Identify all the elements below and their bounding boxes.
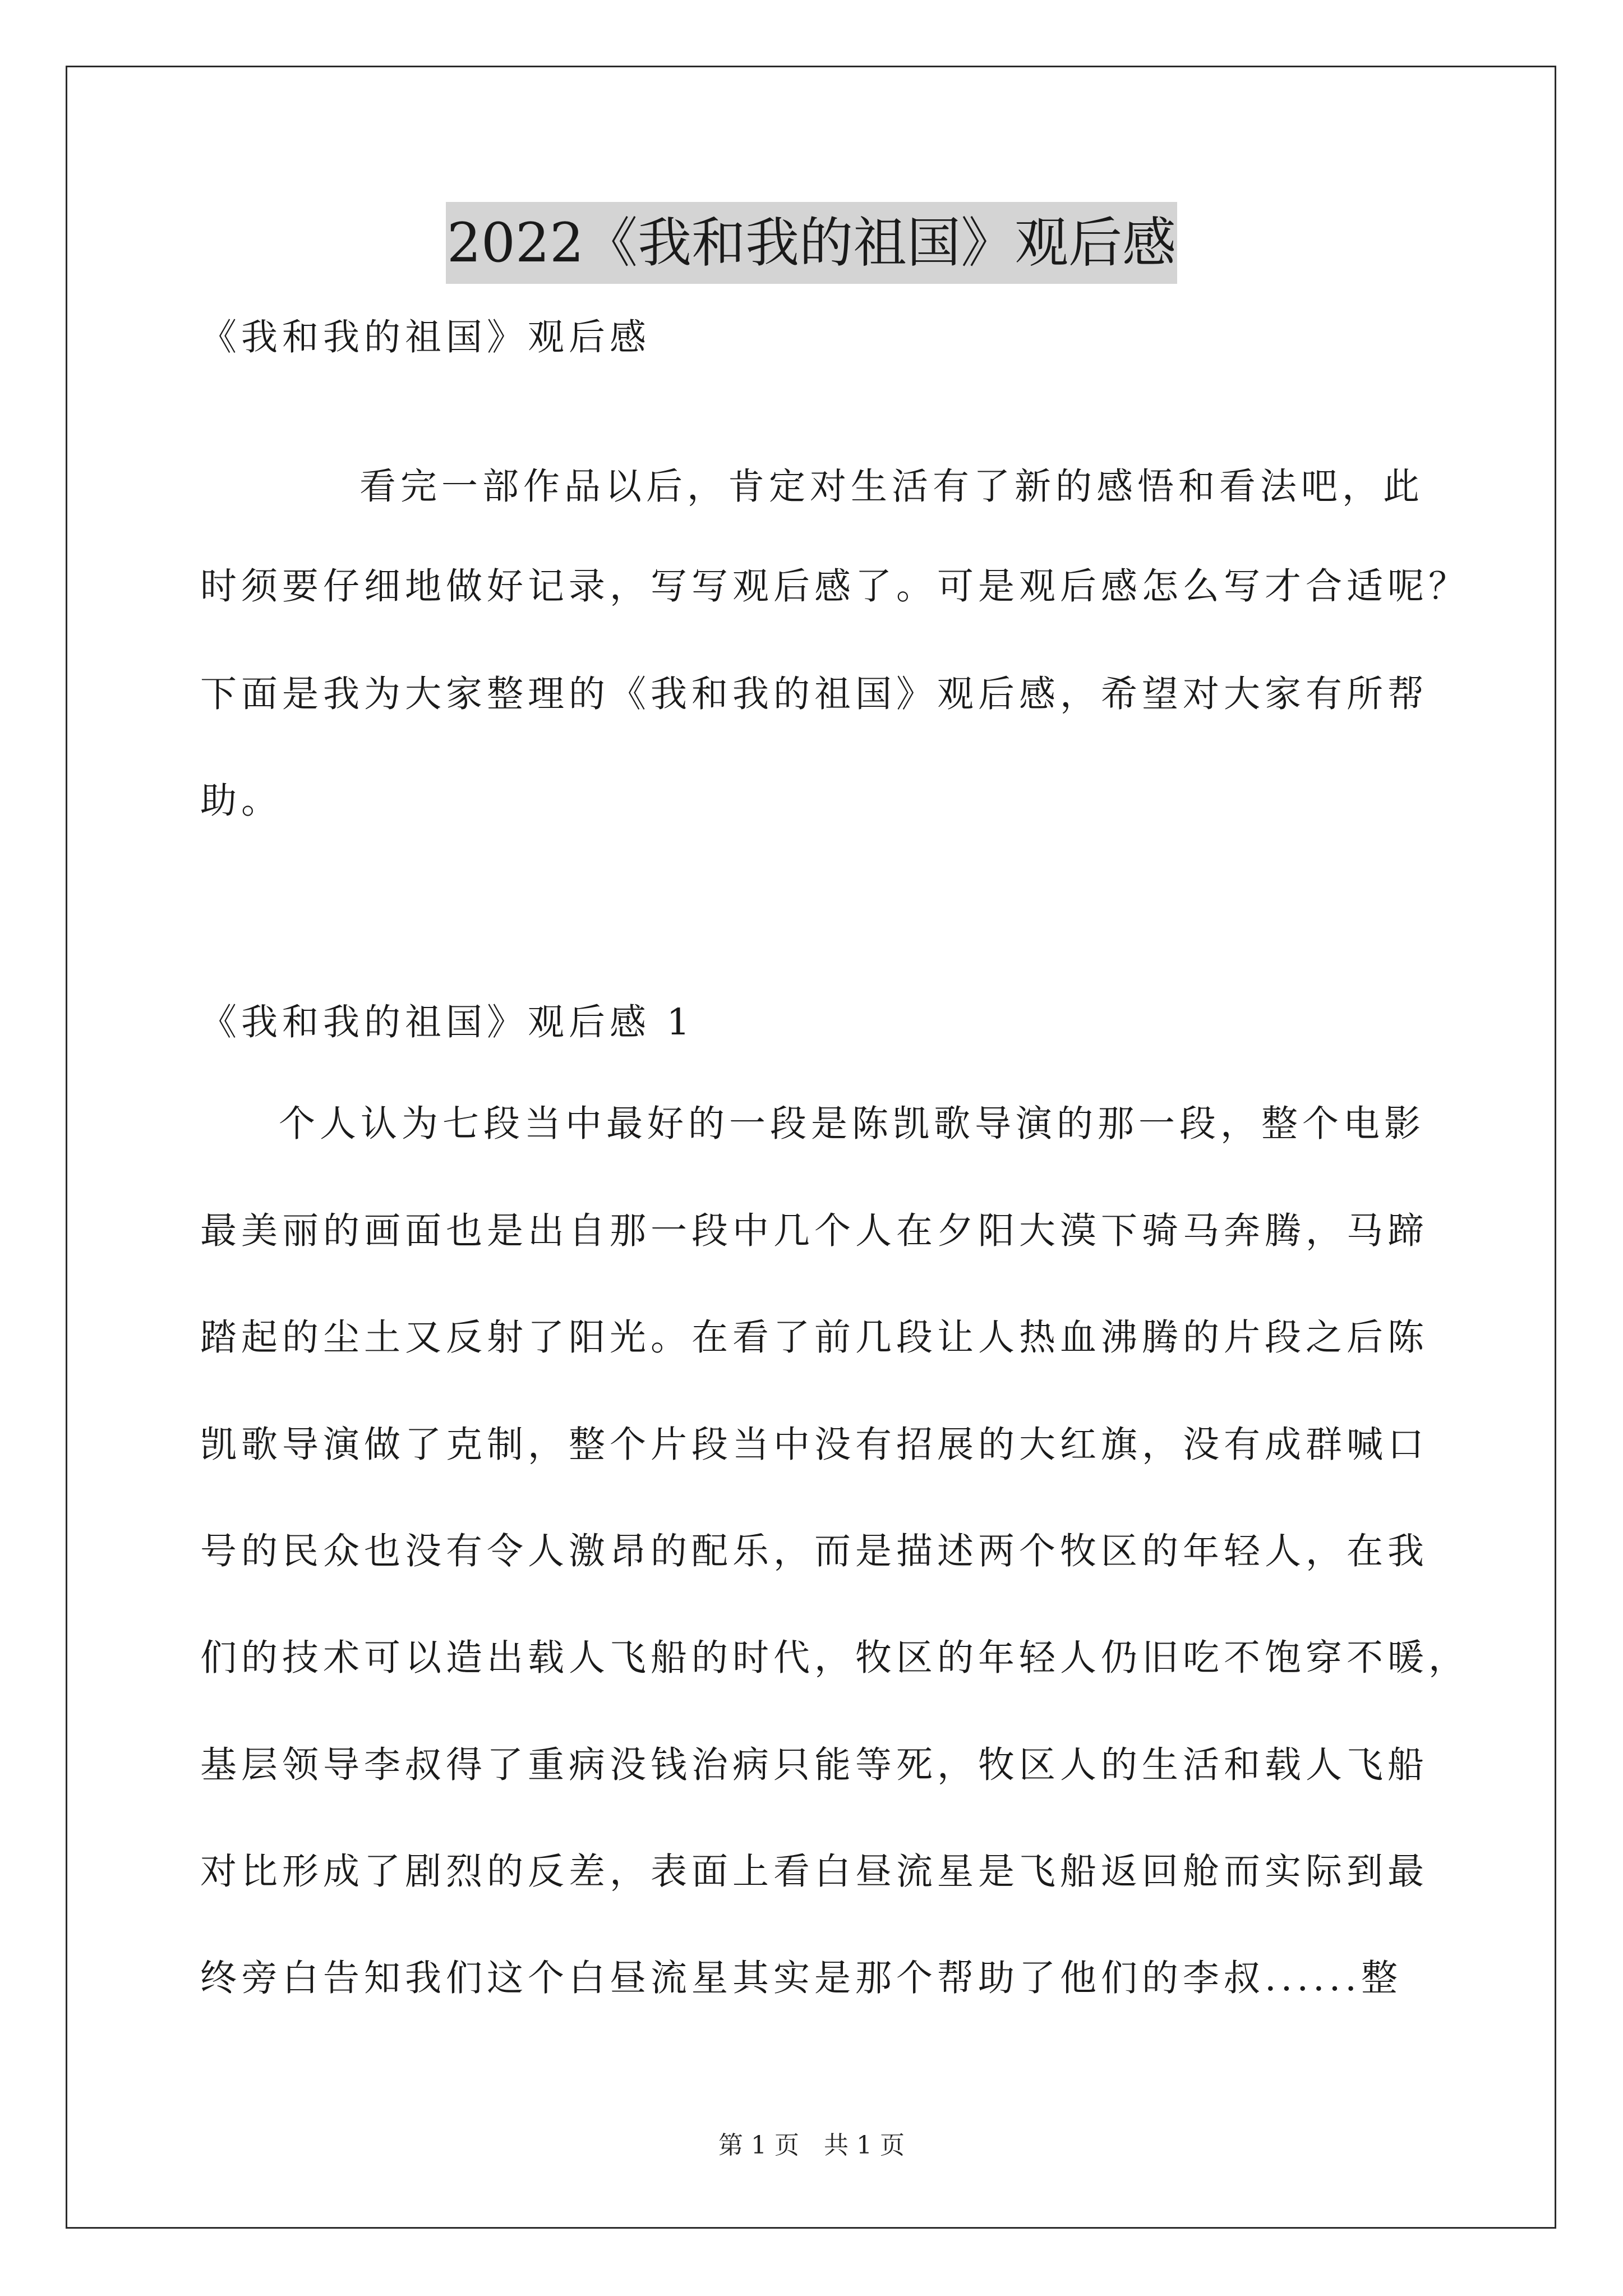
essay-line: 终旁白告知我们这个白昼流星其实是那个帮助了他们的李叔......整 bbox=[200, 1957, 1402, 1999]
essay-line: 凯歌导演做了克制，整个片段当中没有招展的大红旗，没有成群喊口 bbox=[200, 1424, 1429, 1466]
intro-line: 助。 bbox=[200, 780, 283, 822]
essay-line: 最美丽的画面也是出自那一段中几个人在夕阳大漠下骑马奔腾，马蹄 bbox=[200, 1210, 1429, 1252]
essay-line: 基层领导李叔得了重病没钱治病只能等死，牧区人的生活和载人飞船 bbox=[200, 1744, 1429, 1786]
essay-heading: 《我和我的祖国》观后感 1 bbox=[200, 1001, 695, 1043]
page-number: 第 1 页 共 1 页 bbox=[718, 2131, 905, 2160]
essay-line: 们的技术可以造出载人飞船的时代，牧区的年轻人仍旧吃不饱穿不暖， bbox=[200, 1637, 1470, 1679]
intro-heading: 《我和我的祖国》观后感 bbox=[200, 316, 651, 358]
essay-line: 对比形成了剧烈的反差，表面上看白昼流星是飞船返回舱而实际到最 bbox=[200, 1851, 1429, 1893]
intro-line: 看完一部作品以后，肯定对生活有了新的感悟和看法吧，此 bbox=[359, 466, 1424, 508]
title-container bbox=[0, 202, 1623, 284]
document-title: 2022《我和我的祖国》观后感 bbox=[446, 202, 1177, 284]
essay-line: 个人认为七段当中最好的一段是陈凯歌导演的那一段，整个电影 bbox=[279, 1103, 1426, 1145]
essay-line: 号的民众也没有令人激昂的配乐，而是描述两个牧区的年轻人，在我 bbox=[200, 1530, 1429, 1572]
essay-line: 踏起的尘土又反射了阳光。在看了前几段让人热血沸腾的片段之后陈 bbox=[200, 1317, 1429, 1359]
intro-line: 下面是我为大家整理的《我和我的祖国》观后感，希望对大家有所帮 bbox=[200, 673, 1429, 715]
intro-line: 时须要仔细地做好记录，写写观后感了。可是观后感怎么写才合适呢？ bbox=[200, 565, 1470, 608]
